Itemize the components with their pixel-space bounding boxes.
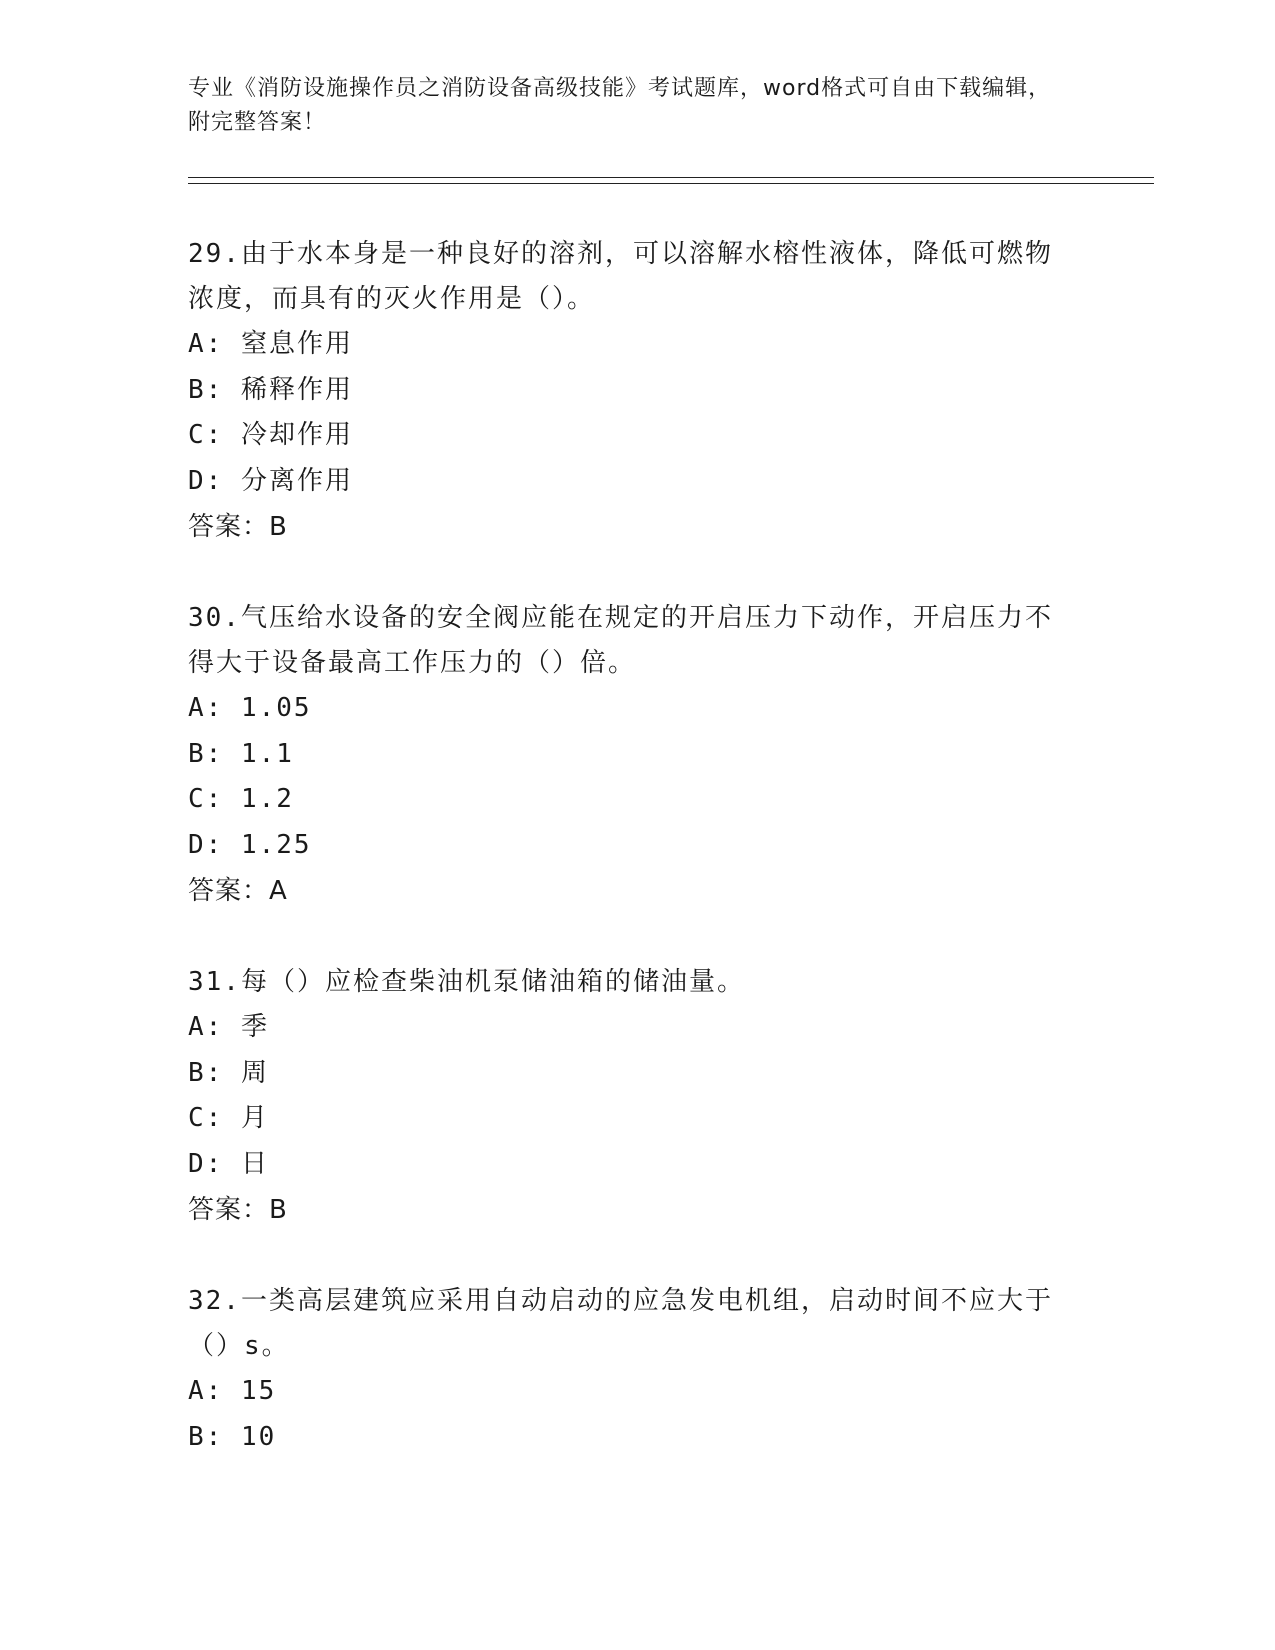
header-divider-top: [188, 177, 1154, 178]
answer-line: 答案：B: [188, 512, 288, 542]
option-b: B: 周: [188, 1057, 269, 1088]
question-list: [188, 232, 1068, 1506]
option-a: A: 1.05: [188, 693, 312, 723]
option-c: C: 1.2: [188, 784, 294, 814]
question-32: [188, 1279, 1068, 1460]
option-d: D: 日: [188, 1148, 269, 1179]
answer-line: 答案：B: [188, 1195, 288, 1225]
option-a: A: 15: [188, 1376, 277, 1406]
option-a: A: 季: [188, 1012, 269, 1042]
option-d: D: 分离作用: [188, 465, 353, 496]
question-stem: 30.气压给水设备的安全阀应能在规定的开启压力下动作，开启压力不得大于设备最高工作压力的（）倍。: [188, 603, 1053, 678]
option-c: C: 月: [188, 1103, 269, 1133]
question-stem: 32.一类高层建筑应采用自动启动的应急发电机组，启动时间不应大于（）s。: [188, 1286, 1053, 1361]
document-header: 专业《消防设施操作员之消防设备高级技能》考试题库，word格式可自由下载编辑，附完整答案！: [188, 76, 1052, 135]
question-stem: 29.由于水本身是一种良好的溶剂，可以溶解水榕性液体，降低可燃物浓度，而具有的灭火作用是（）。: [188, 239, 1053, 314]
question-31: [188, 960, 1068, 1233]
option-c: C: 冷却作用: [188, 420, 353, 450]
option-b: B: 10: [188, 1421, 277, 1452]
question-30: [188, 596, 1068, 914]
option-d: D: 1.25: [188, 829, 312, 860]
option-b: B: 1.1: [188, 738, 294, 769]
answer-line: 答案：A: [188, 876, 288, 906]
header-divider-bottom: [188, 183, 1154, 184]
option-a: A: 窒息作用: [188, 329, 353, 359]
option-b: B: 稀释作用: [188, 374, 353, 405]
question-29: [188, 232, 1068, 550]
question-stem: 31.每（）应检查柴油机泵储油箱的储油量。: [188, 967, 745, 997]
